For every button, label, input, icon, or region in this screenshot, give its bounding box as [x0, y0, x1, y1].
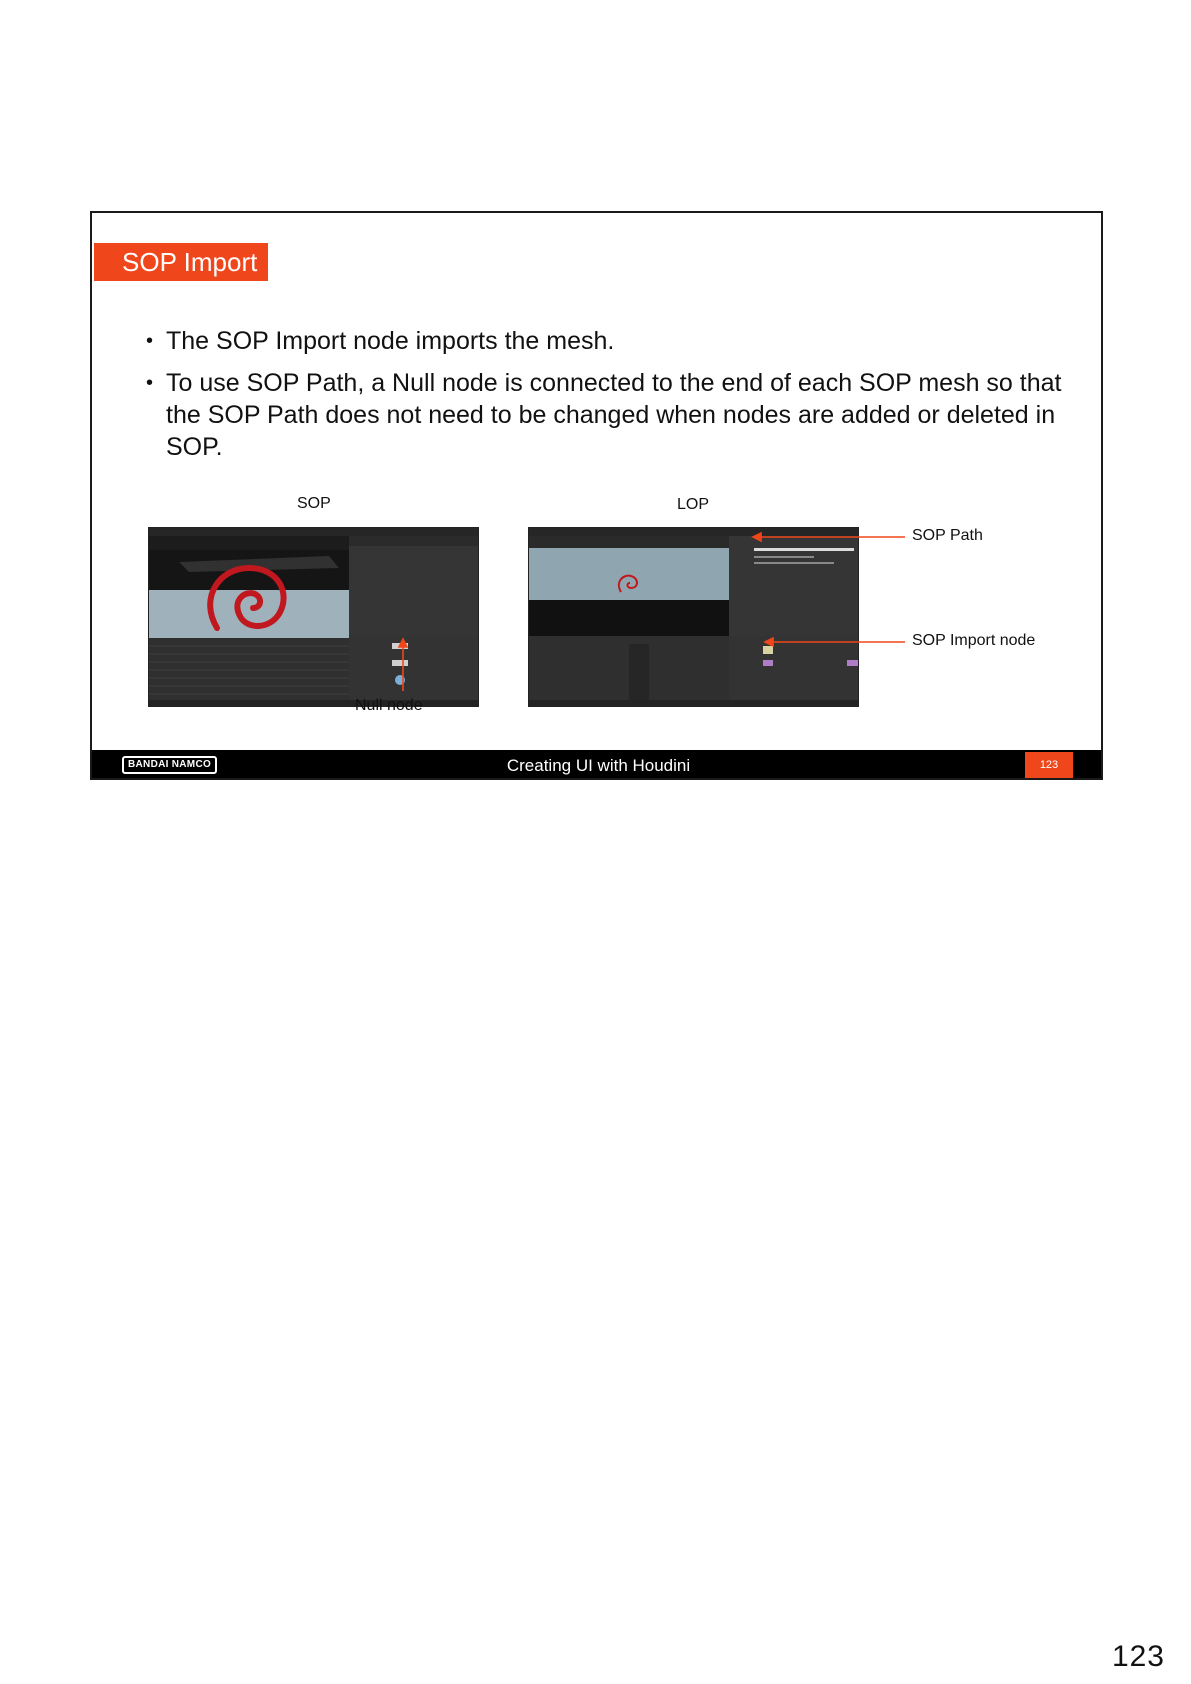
sop-import-node-callout: SOP Import node	[912, 632, 1036, 649]
sop-path-callout: SOP Path	[912, 527, 983, 544]
bullet-text: The SOP Import node imports the mesh.	[166, 327, 615, 355]
page-number: 123	[1111, 1640, 1165, 1673]
null-node-callout: Null node	[355, 697, 423, 714]
bullet-dot: •	[146, 330, 154, 352]
bullet-text: To use SOP Path, a Null node is connected to the end of each SOP mesh so that the SOP Path does not need to be changed when nodes are added or deleted in SOP.	[166, 369, 1062, 461]
callout-arrows	[92, 213, 1103, 750]
bandai-namco-logo: BANDAI NAMCO	[122, 756, 217, 774]
lop-caption: LOP	[677, 496, 710, 513]
bullet-dot: •	[146, 372, 154, 394]
slide-number-badge: 123	[1025, 752, 1073, 779]
slide	[90, 211, 1103, 780]
footer-title: Creating UI with Houdini	[506, 756, 691, 775]
slide-footer	[92, 750, 1103, 780]
sop-caption: SOP	[297, 495, 331, 512]
slide-title: SOP Import	[94, 243, 268, 281]
